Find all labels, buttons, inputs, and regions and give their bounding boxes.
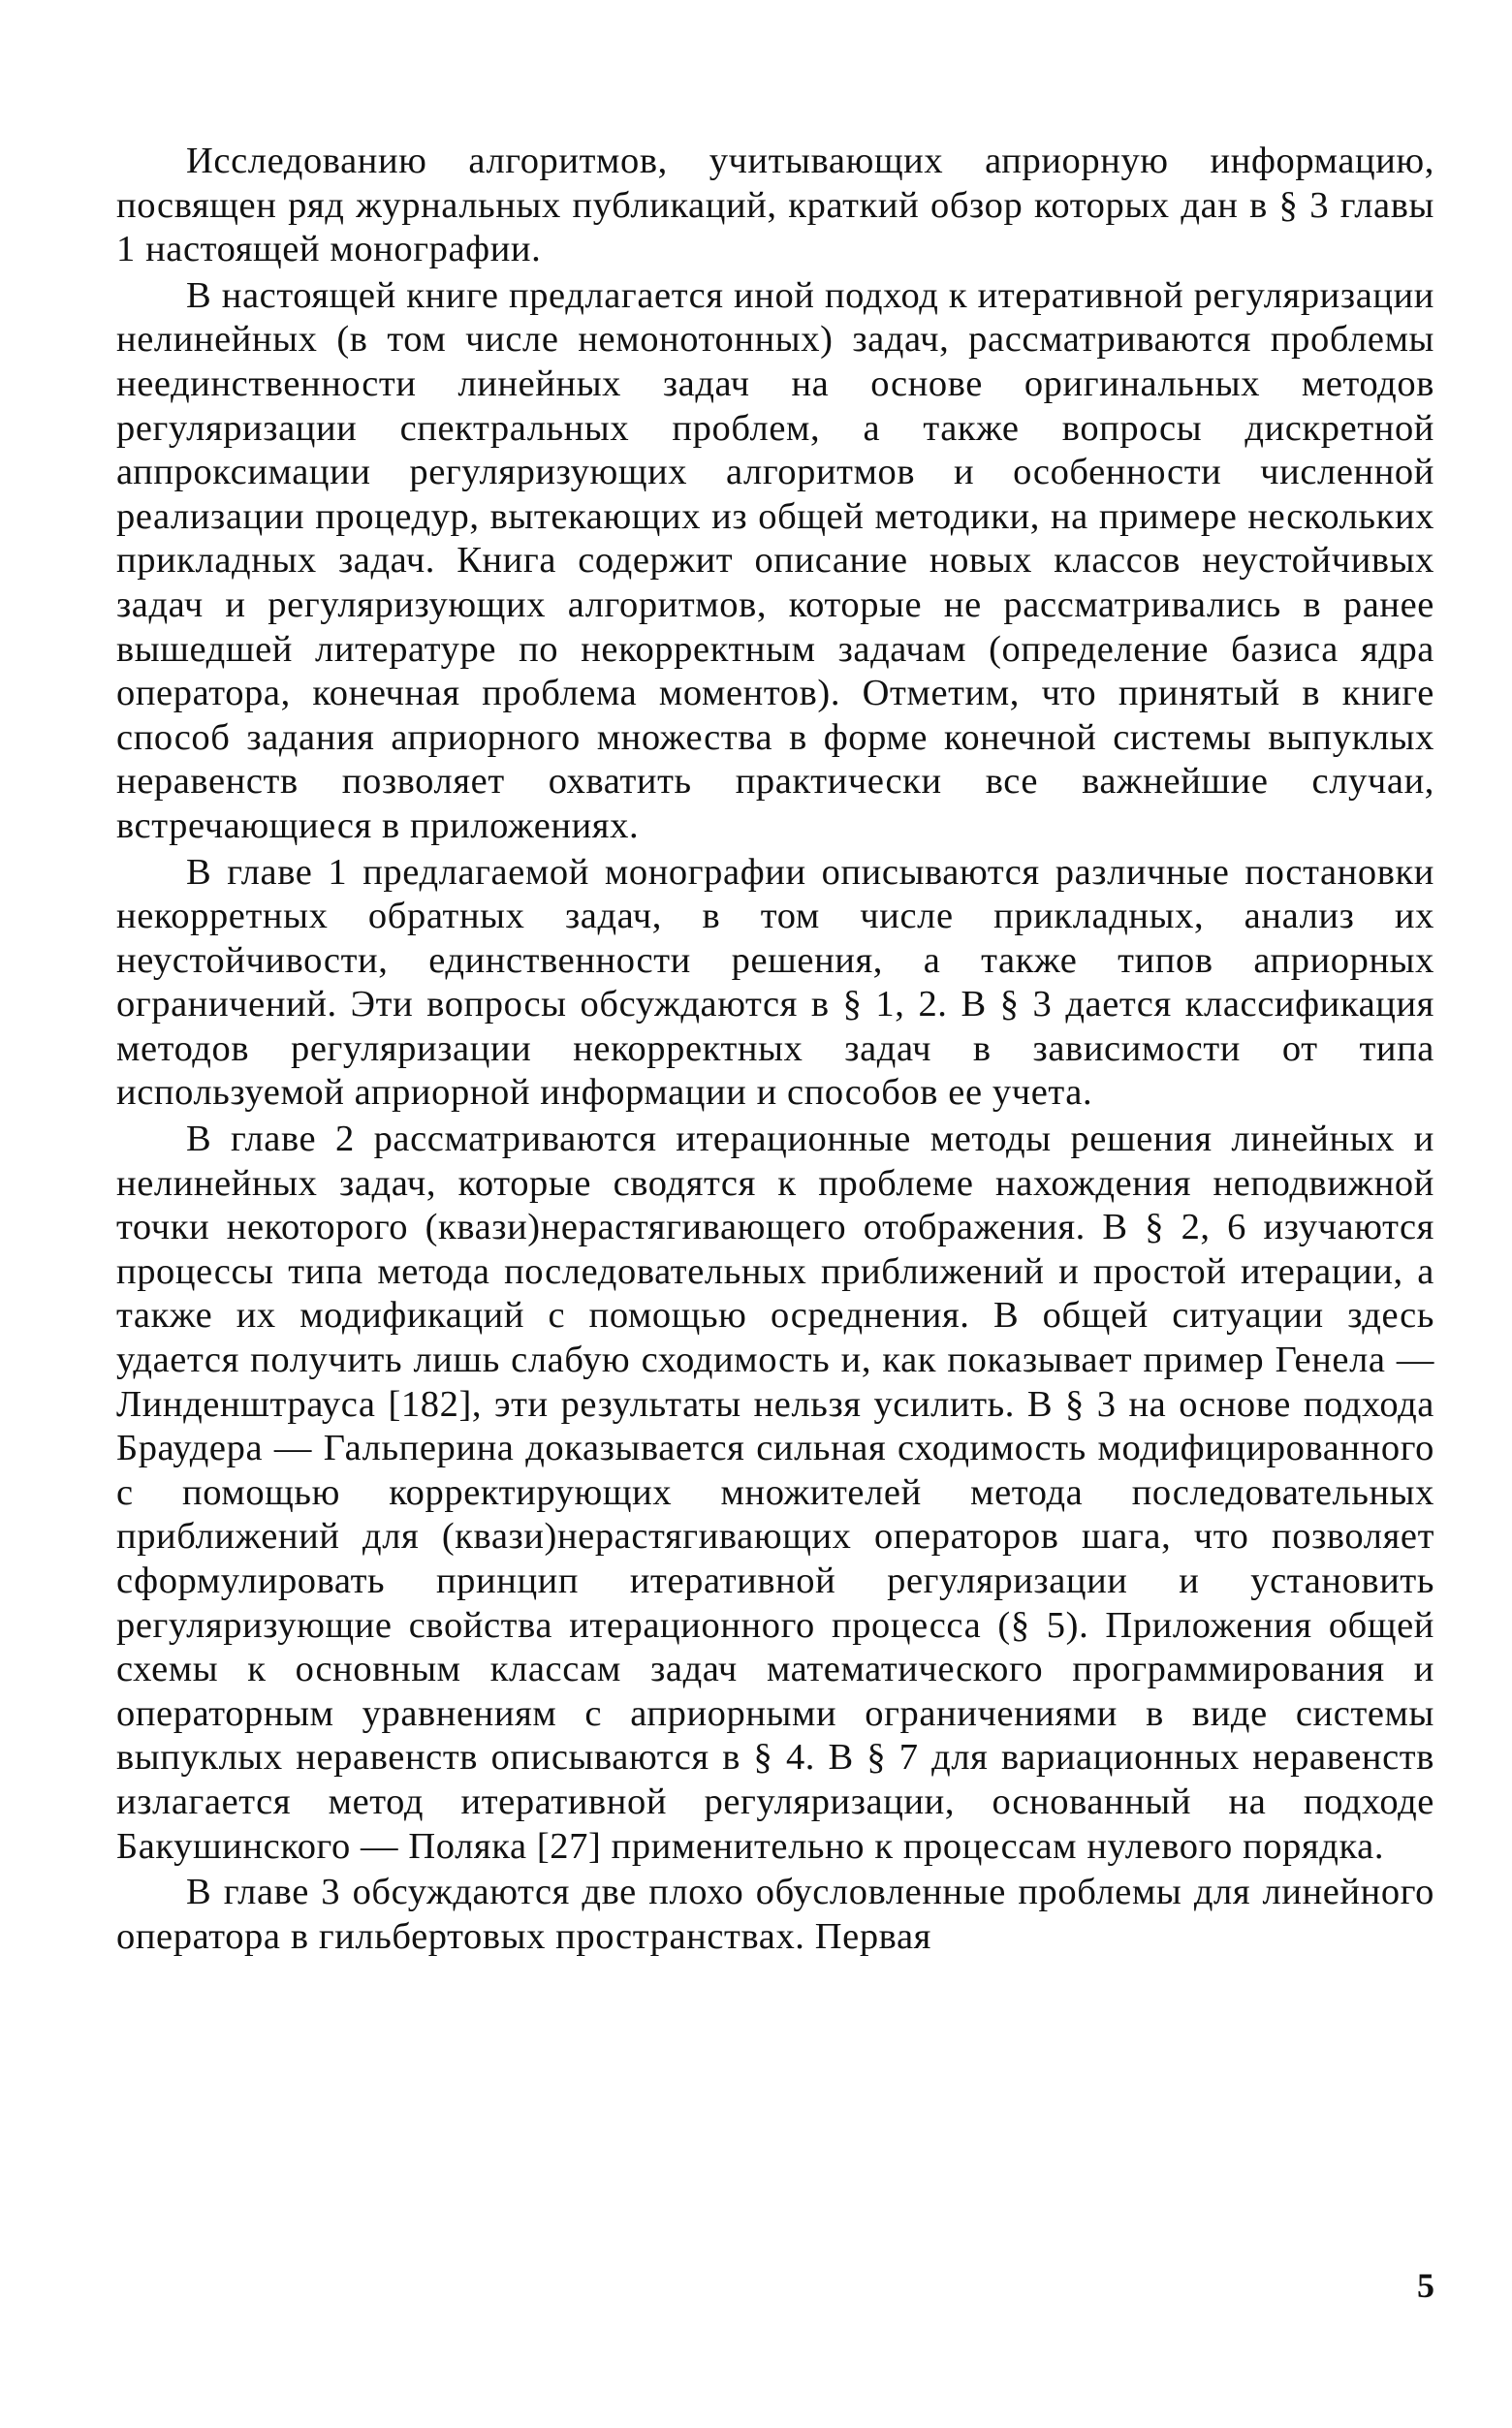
paragraph-5: В главе 3 обсуждаются две плохо обусловленные проблемы для линейного оператора в гильбертовых пространствах. Первая [116, 1872, 1434, 1957]
paragraph-4: В главе 2 рассматриваются итерационные методы решения линейных и нелинейных задач, которые сводятся к проблеме нахождения неподвижной точки некоторого (квази)нерастягивающего отображения. В § 2, 6 изучаются процессы типа метода последовательных приближений и простой итерации, а также их модификаций с помощью осреднения. В общей ситуации здесь удается получить лишь слабую сходимость и, как показывает пример Генела — Линденштрауса [182], эти результаты нельзя усилить. В § 3 на основе подхода Браудера — Гальперина доказывается сильная сходимость модифицированного с помощью корректирующих множителей метода последовательных приближений для (квази)нерастягивающих операторов шага, что позволяет сформулировать принцип итеративной регуляризации и установить регуляризующие свойства итерационного процесса (§ 5). Приложения общей схемы к основным классам задач математического программирования и операторным уравнениям с априорными ограничениями в виде системы выпуклых неравенств описываются в § 4. В § 7 для вариационных неравенств излагается метод итеративной регуляризации, основанный на подходе Бакушинского — Поляка [27] применительно к процессам нулевого порядка. [116, 1119, 1434, 1867]
page-number: 5 [1417, 2266, 1434, 2305]
paragraph-3: В главе 1 предлагаемой монографии описываются различные постановки некорретных обратных задач, в том числе прикладных, анализ их неустойчивости, единственности решения, а также типов априорных ограничений. Эти вопросы обсуждаются в § 1, 2. В § 3 дается классификация методов регуляризации некорректных задач в зависимости от типа используемой априорной информации и способов ее учета. [116, 851, 1434, 1114]
paragraph-2: В настоящей книге предлагается иной подход к итеративной регуляризации нелинейных (в том числе немонотонных) задач, рассматриваются проблемы неединственности линейных задач на основе оригинальных методов регуляризации спектральных проблем, а также вопросы дискретной аппроксимации регуляризующих алгоритмов и особенности численной реализации процедур, вытекающих из общей методики, на примере нескольких прикладных задач. Книга содержит описание новых классов неустойчивых задач и регуляризующих алгоритмов, которые не рассматривались в ранее вышедшей литературе по некорректным задачам (определение базиса ядра оператора, конечная проблема моментов). Отметим, что принятый в книге способ задания априорного множества в форме конечной системы выпуклых неравенств позволяет охватить практически все важнейшие случаи, встречающиеся в приложениях. [116, 274, 1434, 846]
paragraph-1: Исследованию алгоритмов, учитывающих априорную информацию, посвящен ряд журнальных публикаций, краткий обзор которых дан в § 3 главы 1 настоящей монографии. [116, 141, 1434, 270]
body-text [116, 140, 1434, 1961]
